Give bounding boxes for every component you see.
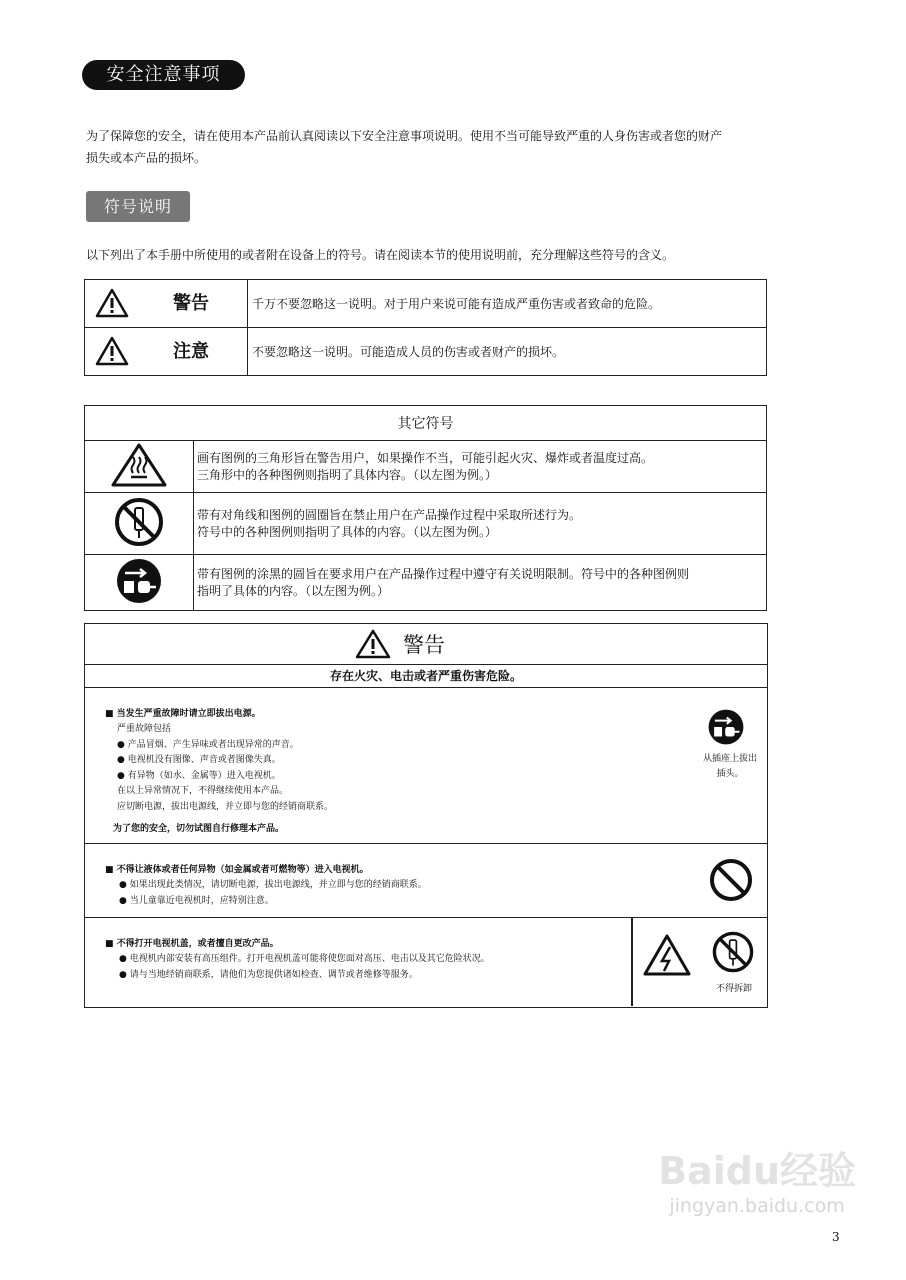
unplug-desc: [194, 555, 767, 611]
caption-line: 插头。: [716, 769, 744, 779]
warning-triangle-icon: [355, 629, 391, 659]
no-disassembly-caption: 不得拆卸: [715, 984, 752, 994]
symbols-title: 符号说明: [86, 191, 190, 222]
caution-triangle-icon: [95, 336, 129, 366]
intro-line-2: 损失或本产品的损坏。: [86, 151, 207, 165]
unplug-caption: [693, 752, 767, 782]
desc-line: 三角形中的各种图例则指明了具体内容。（以左图为例。）: [197, 467, 498, 482]
desc-line: 符号中的各种图例则指明了具体的内容。（以左图为例。）: [197, 524, 498, 539]
table-row: [85, 280, 767, 328]
section-heading: ■ 不得打开电视机盖，或者擅自更改产品。: [105, 939, 279, 949]
section-lines: [117, 722, 333, 815]
warning-triangle-icon: [95, 288, 129, 318]
prohibition-icon: [709, 858, 753, 902]
high-voltage-icon: [643, 934, 691, 976]
section-line: 严重故障包括: [117, 724, 172, 734]
section-line: ● 如果出现此类情况，请切断电源，拔出电源线，并立即与您的经销商联系。: [119, 880, 427, 890]
desc-line: 指明了具体的内容。（以左图为例。）: [197, 583, 390, 598]
warning-title-bar: [85, 624, 767, 665]
section-line: 应切断电源，拔出电源线，并立即与您的经销商联系。: [117, 801, 334, 812]
other-symbols-header: 其它符号: [85, 406, 767, 441]
caution-label: 注意: [173, 341, 209, 362]
no-disassembly-icon: [85, 493, 194, 555]
section-line: ● 电视机内部安装有高压组件。打开电视机盖可能将使您面对高压、电击以及其它危险状况。: [119, 954, 490, 964]
warning-subtitle: 存在火灾、电击或者严重伤害危险。: [85, 665, 767, 688]
desc-line: 带有对角线和图例的圆圈旨在禁止用户在产品操作过程中采取所述行为。: [197, 507, 582, 522]
intro-text: [86, 125, 776, 169]
page-title: 安全注意事项: [82, 60, 245, 90]
intro-line-1: 为了保障您的安全，请在使用本产品前认真阅读以下安全注意事项说明。使用不当可能导致严重的人身伤害或者您的财产: [86, 129, 723, 143]
watermark: [658, 1140, 856, 1217]
section-heading: ■ 不得让液体或者任何异物（如金属或者可燃物等）进入电视机。: [105, 865, 369, 875]
table-row: [85, 493, 767, 555]
warning-section-unplug: [85, 688, 767, 844]
section-line: ● 当儿童靠近电视机时，应特别注意。: [119, 895, 274, 906]
section-line: ● 请与当地经销商联系，请他们为您提供诸如检查、调节或者维修等服务。: [119, 969, 418, 980]
desc-line: 带有图例的涂黑的圆旨在要求用户在产品操作过程中遵守有关说明限制。符号中的各种图例则: [197, 566, 690, 581]
warning-title: 警告: [403, 633, 445, 657]
page-number: 3: [832, 1230, 840, 1244]
warning-section-liquids: [85, 844, 767, 918]
other-symbols-table: [84, 405, 767, 611]
unplug-icon: [85, 555, 194, 611]
signal-words-table: [84, 279, 767, 376]
warning-label-cell: [85, 280, 248, 328]
table-row: [85, 328, 767, 376]
warning-box: [84, 623, 768, 1008]
section-heading: ■ 当发生严重故障时请立即拔出电源。: [105, 709, 261, 719]
warning-desc: 千万不要忽略这一说明。对于用户来说可能有造成严重伤害或者致命的危险。: [248, 280, 767, 328]
table-row: [85, 441, 767, 493]
no-disassembly-desc: [194, 493, 767, 555]
divider: [631, 918, 633, 1006]
watermark-brand: Baidu经验: [658, 1149, 856, 1193]
section-line: 在以上异常情况下，不得继续使用本产品。: [117, 786, 289, 796]
caption-line: 从插座上拔出: [702, 754, 757, 764]
hot-surface-desc: [194, 441, 767, 493]
watermark-url: jingyan.baidu.com: [669, 1195, 845, 1217]
section-line: ● 产品冒烟、产生异味或者出现异常的声音。: [117, 739, 299, 750]
section-line: ● 有异物（如水、金属等）进入电视机。: [117, 770, 281, 781]
section-line: ● 电视机没有图像、声音或者图像失真。: [117, 755, 281, 765]
hot-surface-warning-icon: [85, 441, 194, 493]
caution-desc: 不要忽略这一说明。可能造成人员的伤害或者财产的损坏。: [248, 328, 767, 376]
no-disassembly-icon: [711, 930, 755, 974]
desc-line: 画有图例的三角形旨在警告用户，如果操作不当，可能引起火灾、爆炸或者温度过高。: [197, 450, 654, 465]
table-row: [85, 555, 767, 611]
section-lines: [119, 878, 427, 909]
caution-label-cell: [85, 328, 248, 376]
unplug-icon: [707, 708, 745, 746]
warning-label: 警告: [173, 293, 209, 314]
section-footer: 为了您的安全，切勿试图自行修理本产品。: [113, 824, 285, 834]
section-lines: [119, 952, 490, 983]
warning-section-open-cover: [85, 918, 767, 1006]
symbols-intro: 以下列出了本手册中所使用的或者附在设备上的符号。请在阅读本节的使用说明前，充分理解这些符号的含义。: [86, 248, 675, 262]
